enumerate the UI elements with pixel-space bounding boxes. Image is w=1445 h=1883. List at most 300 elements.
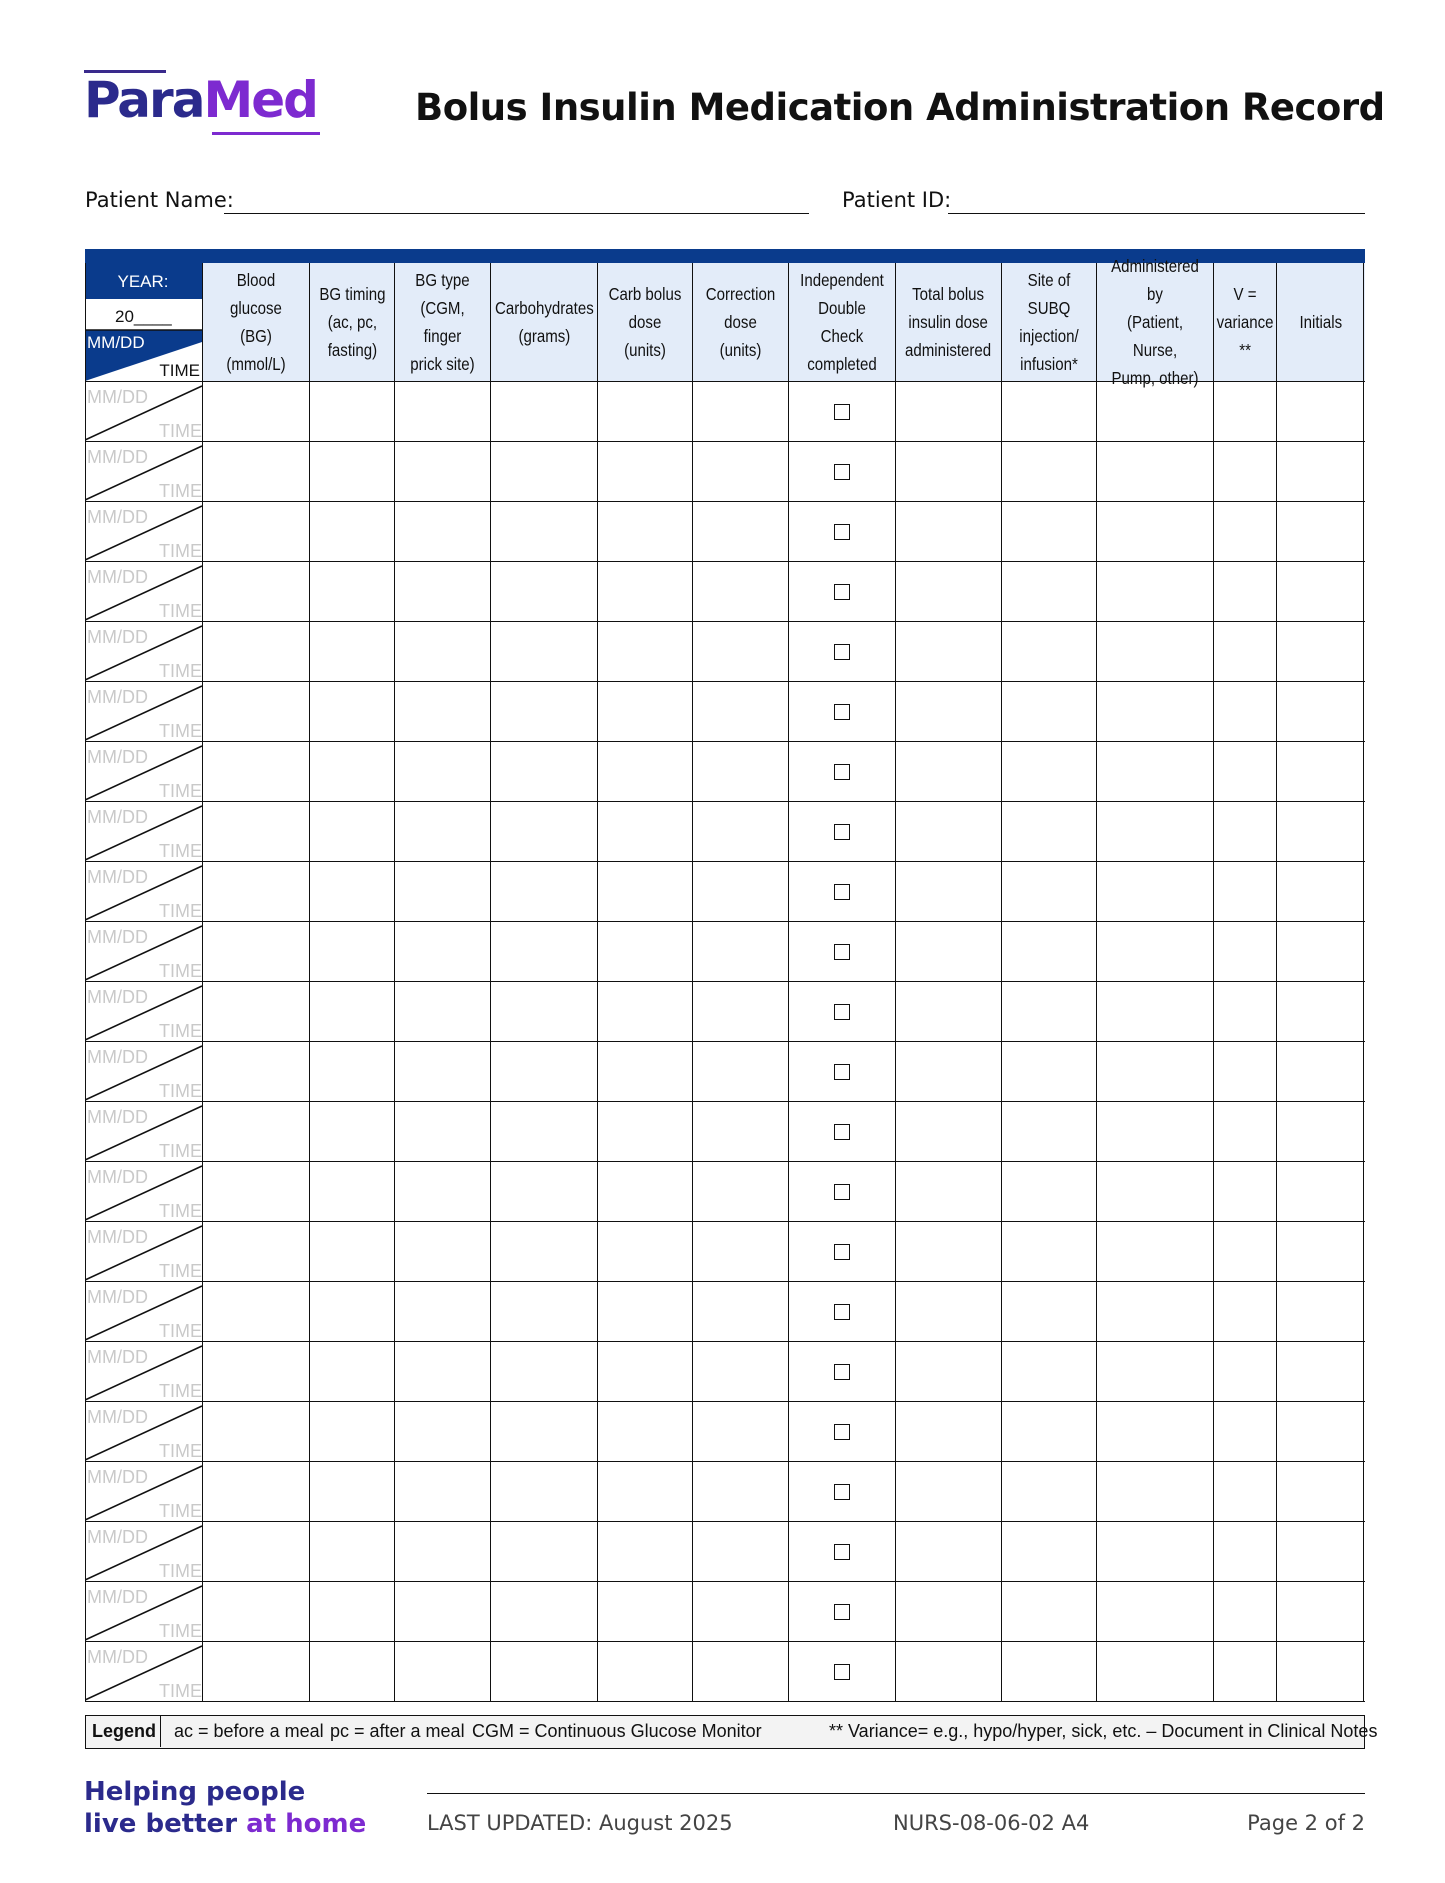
row-date-time-cell[interactable] bbox=[85, 502, 202, 562]
entry-cell[interactable] bbox=[1276, 862, 1365, 922]
entry-cell[interactable] bbox=[895, 1162, 1001, 1222]
entry-cell[interactable] bbox=[202, 982, 309, 1042]
row-date-time-cell[interactable] bbox=[85, 382, 202, 442]
entry-cell[interactable] bbox=[202, 1282, 309, 1342]
entry-cell[interactable] bbox=[1213, 1582, 1276, 1642]
entry-cell[interactable] bbox=[309, 1522, 394, 1582]
entry-cell[interactable] bbox=[1276, 1462, 1365, 1522]
entry-cell[interactable] bbox=[394, 1522, 490, 1582]
entry-cell[interactable] bbox=[1276, 1342, 1365, 1402]
entry-cell[interactable] bbox=[1213, 1462, 1276, 1522]
entry-cell[interactable] bbox=[692, 1582, 788, 1642]
entry-cell[interactable] bbox=[394, 1462, 490, 1522]
entry-cell[interactable] bbox=[202, 922, 309, 982]
entry-cell[interactable] bbox=[1096, 562, 1213, 622]
entry-cell[interactable] bbox=[895, 1462, 1001, 1522]
entry-cell[interactable] bbox=[202, 382, 309, 442]
row-date-time-cell[interactable] bbox=[85, 1222, 202, 1282]
entry-cell[interactable] bbox=[394, 862, 490, 922]
entry-cell[interactable] bbox=[309, 1642, 394, 1702]
entry-cell[interactable] bbox=[490, 1222, 597, 1282]
double-check-checkbox[interactable] bbox=[834, 884, 850, 900]
entry-cell[interactable] bbox=[1213, 1342, 1276, 1402]
entry-cell[interactable] bbox=[490, 1162, 597, 1222]
entry-cell[interactable] bbox=[394, 742, 490, 802]
entry-cell[interactable] bbox=[309, 382, 394, 442]
entry-cell[interactable] bbox=[394, 922, 490, 982]
row-mmdd-placeholder: MM/DD bbox=[87, 1527, 148, 1547]
double-check-checkbox[interactable] bbox=[834, 584, 850, 600]
entry-cell[interactable] bbox=[692, 382, 788, 442]
entry-cell[interactable] bbox=[895, 1642, 1001, 1702]
row-date-time-cell[interactable] bbox=[85, 1042, 202, 1102]
entry-cell[interactable] bbox=[692, 1342, 788, 1402]
entry-cell[interactable] bbox=[1096, 1642, 1213, 1702]
entry-cell[interactable] bbox=[1213, 922, 1276, 982]
row-date-time-cell[interactable] bbox=[85, 1582, 202, 1642]
entry-cell[interactable] bbox=[895, 802, 1001, 862]
entry-cell[interactable] bbox=[1276, 382, 1365, 442]
entry-cell[interactable] bbox=[490, 442, 597, 502]
row-date-time-cell[interactable] bbox=[85, 1522, 202, 1582]
table-row bbox=[85, 1041, 1365, 1101]
entry-cell[interactable] bbox=[394, 562, 490, 622]
entry-cell[interactable] bbox=[1096, 922, 1213, 982]
entry-cell[interactable] bbox=[394, 622, 490, 682]
entry-cell[interactable] bbox=[1001, 442, 1096, 502]
entry-cell[interactable] bbox=[597, 862, 692, 922]
entry-cell[interactable] bbox=[1276, 1402, 1365, 1462]
entry-cell[interactable] bbox=[1213, 622, 1276, 682]
entry-cell[interactable] bbox=[597, 1582, 692, 1642]
entry-cell[interactable] bbox=[692, 1162, 788, 1222]
entry-cell[interactable] bbox=[1276, 1102, 1365, 1162]
entry-cell[interactable] bbox=[309, 1102, 394, 1162]
entry-cell[interactable] bbox=[895, 1582, 1001, 1642]
entry-cell[interactable] bbox=[309, 742, 394, 802]
entry-cell[interactable] bbox=[1213, 1162, 1276, 1222]
entry-cell[interactable] bbox=[597, 502, 692, 562]
double-check-checkbox[interactable] bbox=[834, 1304, 850, 1320]
entry-cell[interactable] bbox=[202, 742, 309, 802]
entry-cell[interactable] bbox=[394, 1222, 490, 1282]
entry-cell[interactable] bbox=[1096, 982, 1213, 1042]
row-date-time-cell[interactable] bbox=[85, 1102, 202, 1162]
row-date-time-cell[interactable] bbox=[85, 982, 202, 1042]
entry-cell[interactable] bbox=[895, 742, 1001, 802]
entry-cell[interactable] bbox=[309, 1462, 394, 1522]
entry-cell[interactable] bbox=[394, 442, 490, 502]
entry-cell[interactable] bbox=[895, 622, 1001, 682]
entry-cell[interactable] bbox=[1213, 562, 1276, 622]
entry-cell[interactable] bbox=[202, 1642, 309, 1702]
entry-cell[interactable] bbox=[1001, 562, 1096, 622]
entry-cell[interactable] bbox=[692, 1402, 788, 1462]
double-check-checkbox[interactable] bbox=[834, 824, 850, 840]
entry-cell[interactable] bbox=[1001, 862, 1096, 922]
entry-cell[interactable] bbox=[202, 1102, 309, 1162]
entry-cell[interactable] bbox=[490, 922, 597, 982]
entry-cell[interactable] bbox=[597, 1162, 692, 1222]
entry-cell[interactable] bbox=[309, 442, 394, 502]
entry-cell[interactable] bbox=[1096, 442, 1213, 502]
entry-cell[interactable] bbox=[309, 1282, 394, 1342]
entry-cell[interactable] bbox=[1001, 1102, 1096, 1162]
entry-cell[interactable] bbox=[1001, 382, 1096, 442]
entry-cell[interactable] bbox=[692, 1282, 788, 1342]
entry-cell[interactable] bbox=[597, 982, 692, 1042]
entry-cell[interactable] bbox=[1213, 682, 1276, 742]
entry-cell[interactable] bbox=[202, 1342, 309, 1402]
entry-cell[interactable] bbox=[597, 1342, 692, 1402]
entry-cell[interactable] bbox=[895, 1042, 1001, 1102]
entry-cell[interactable] bbox=[1276, 1162, 1365, 1222]
entry-cell[interactable] bbox=[895, 562, 1001, 622]
entry-cell[interactable] bbox=[309, 622, 394, 682]
entry-cell[interactable] bbox=[490, 1042, 597, 1102]
entry-cell[interactable] bbox=[394, 1582, 490, 1642]
entry-cell[interactable] bbox=[692, 442, 788, 502]
row-date-time-cell[interactable] bbox=[85, 1162, 202, 1222]
entry-cell[interactable] bbox=[692, 562, 788, 622]
row-date-time-cell[interactable] bbox=[85, 1402, 202, 1462]
entry-cell[interactable] bbox=[490, 982, 597, 1042]
entry-cell[interactable] bbox=[490, 622, 597, 682]
double-check-checkbox[interactable] bbox=[834, 1184, 850, 1200]
entry-cell[interactable] bbox=[309, 1222, 394, 1282]
entry-cell[interactable] bbox=[1001, 1582, 1096, 1642]
entry-cell[interactable] bbox=[692, 1042, 788, 1102]
entry-cell[interactable] bbox=[895, 862, 1001, 922]
entry-cell[interactable] bbox=[490, 1342, 597, 1402]
entry-cell[interactable] bbox=[692, 502, 788, 562]
entry-cell[interactable] bbox=[1213, 1222, 1276, 1282]
entry-cell[interactable] bbox=[490, 1582, 597, 1642]
entry-cell[interactable] bbox=[394, 802, 490, 862]
entry-cell[interactable] bbox=[692, 1102, 788, 1162]
row-date-time-cell[interactable] bbox=[85, 922, 202, 982]
entry-cell[interactable] bbox=[1276, 742, 1365, 802]
entry-cell[interactable] bbox=[394, 982, 490, 1042]
entry-cell[interactable] bbox=[394, 1402, 490, 1462]
row-date-time-cell[interactable] bbox=[85, 562, 202, 622]
entry-cell[interactable] bbox=[597, 1522, 692, 1582]
entry-cell[interactable] bbox=[1001, 982, 1096, 1042]
entry-cell[interactable] bbox=[202, 802, 309, 862]
entry-cell[interactable] bbox=[895, 1102, 1001, 1162]
entry-cell[interactable] bbox=[202, 1582, 309, 1642]
entry-cell[interactable] bbox=[202, 682, 309, 742]
double-check-checkbox[interactable] bbox=[834, 1604, 850, 1620]
double-check-checkbox[interactable] bbox=[834, 1064, 850, 1080]
entry-cell[interactable] bbox=[1001, 1522, 1096, 1582]
entry-cell[interactable] bbox=[490, 562, 597, 622]
entry-cell[interactable] bbox=[692, 862, 788, 922]
entry-cell[interactable] bbox=[597, 1042, 692, 1102]
entry-cell[interactable] bbox=[309, 562, 394, 622]
patient-id-field[interactable] bbox=[948, 213, 1365, 214]
entry-cell[interactable] bbox=[202, 1162, 309, 1222]
double-check-checkbox[interactable] bbox=[834, 464, 850, 480]
double-check-checkbox[interactable] bbox=[834, 1124, 850, 1140]
entry-cell[interactable] bbox=[1001, 1222, 1096, 1282]
entry-cell[interactable] bbox=[490, 382, 597, 442]
entry-cell[interactable] bbox=[202, 1402, 309, 1462]
entry-cell[interactable] bbox=[597, 922, 692, 982]
entry-cell[interactable] bbox=[490, 862, 597, 922]
entry-cell[interactable] bbox=[309, 1162, 394, 1222]
entry-cell[interactable] bbox=[394, 1342, 490, 1402]
entry-cell[interactable] bbox=[597, 1642, 692, 1702]
row-mmdd-placeholder: MM/DD bbox=[87, 747, 148, 767]
entry-cell[interactable] bbox=[895, 1522, 1001, 1582]
entry-cell[interactable] bbox=[490, 1402, 597, 1462]
entry-cell[interactable] bbox=[1213, 1042, 1276, 1102]
double-check-checkbox[interactable] bbox=[834, 1364, 850, 1380]
entry-cell[interactable] bbox=[1001, 802, 1096, 862]
entry-cell[interactable] bbox=[1001, 502, 1096, 562]
entry-cell[interactable] bbox=[692, 922, 788, 982]
legend-variance: ** Variance= e.g., hypo/hyper, sick, etc. – Document in Clinical Notes bbox=[829, 1721, 1378, 1741]
column-header-label: BG type (CGM, finger prick site) bbox=[410, 270, 475, 374]
entry-cell[interactable] bbox=[202, 862, 309, 922]
entry-cell[interactable] bbox=[1276, 1522, 1365, 1582]
entry-cell[interactable] bbox=[1213, 1282, 1276, 1342]
double-check-checkbox[interactable] bbox=[834, 1664, 850, 1680]
entry-cell[interactable] bbox=[1001, 1642, 1096, 1702]
entry-cell[interactable] bbox=[1096, 802, 1213, 862]
entry-cell[interactable] bbox=[1096, 1162, 1213, 1222]
entry-cell[interactable] bbox=[895, 502, 1001, 562]
double-check-checkbox[interactable] bbox=[834, 944, 850, 960]
entry-cell[interactable] bbox=[1096, 502, 1213, 562]
year-field[interactable]: 20____ bbox=[115, 307, 172, 326]
row-date-time-cell[interactable] bbox=[85, 682, 202, 742]
table-row bbox=[85, 981, 1365, 1041]
entry-cell[interactable] bbox=[1276, 982, 1365, 1042]
entry-cell[interactable] bbox=[1276, 1582, 1365, 1642]
entry-cell[interactable] bbox=[309, 502, 394, 562]
entry-cell[interactable] bbox=[202, 502, 309, 562]
entry-cell[interactable] bbox=[490, 742, 597, 802]
entry-cell[interactable] bbox=[895, 382, 1001, 442]
entry-cell[interactable] bbox=[309, 982, 394, 1042]
entry-cell[interactable] bbox=[1001, 1342, 1096, 1402]
entry-cell[interactable] bbox=[1096, 1102, 1213, 1162]
entry-cell[interactable] bbox=[490, 1462, 597, 1522]
row-date-time-cell[interactable] bbox=[85, 802, 202, 862]
entry-cell[interactable] bbox=[1096, 1522, 1213, 1582]
entry-cell[interactable] bbox=[1001, 1162, 1096, 1222]
table-row bbox=[85, 1461, 1365, 1521]
double-check-checkbox[interactable] bbox=[834, 1004, 850, 1020]
double-check-checkbox[interactable] bbox=[834, 1244, 850, 1260]
entry-cell[interactable] bbox=[895, 1402, 1001, 1462]
entry-cell[interactable] bbox=[597, 562, 692, 622]
entry-cell[interactable] bbox=[692, 1222, 788, 1282]
entry-cell[interactable] bbox=[1096, 682, 1213, 742]
entry-cell[interactable] bbox=[692, 622, 788, 682]
entry-cell[interactable] bbox=[1276, 562, 1365, 622]
double-check-checkbox[interactable] bbox=[834, 704, 850, 720]
entry-cell[interactable] bbox=[202, 622, 309, 682]
row-date-time-cell[interactable] bbox=[85, 442, 202, 502]
entry-cell[interactable] bbox=[692, 982, 788, 1042]
table-row bbox=[85, 501, 1365, 561]
entry-cell[interactable] bbox=[1096, 1582, 1213, 1642]
entry-cell[interactable] bbox=[490, 802, 597, 862]
entry-cell[interactable] bbox=[1213, 1522, 1276, 1582]
entry-cell[interactable] bbox=[692, 802, 788, 862]
double-check-checkbox[interactable] bbox=[834, 644, 850, 660]
entry-cell[interactable] bbox=[597, 1102, 692, 1162]
row-date-time-cell[interactable] bbox=[85, 1342, 202, 1402]
entry-cell[interactable] bbox=[309, 1342, 394, 1402]
entry-cell[interactable] bbox=[1001, 1462, 1096, 1522]
entry-cell[interactable] bbox=[1001, 1042, 1096, 1102]
entry-cell[interactable] bbox=[895, 1222, 1001, 1282]
entry-cell[interactable] bbox=[309, 922, 394, 982]
entry-cell[interactable] bbox=[309, 1582, 394, 1642]
entry-cell[interactable] bbox=[202, 1462, 309, 1522]
entry-cell[interactable] bbox=[597, 802, 692, 862]
row-date-time-cell[interactable] bbox=[85, 1642, 202, 1702]
patient-name-field[interactable] bbox=[224, 213, 809, 214]
entry-cell[interactable] bbox=[1276, 1042, 1365, 1102]
entry-cell[interactable] bbox=[394, 1642, 490, 1702]
entry-cell[interactable] bbox=[1213, 1642, 1276, 1702]
entry-cell[interactable] bbox=[1096, 1222, 1213, 1282]
entry-cell[interactable] bbox=[1001, 1282, 1096, 1342]
entry-cell[interactable] bbox=[1213, 1102, 1276, 1162]
entry-cell[interactable] bbox=[692, 1522, 788, 1582]
entry-cell[interactable] bbox=[1213, 862, 1276, 922]
entry-cell[interactable] bbox=[309, 1042, 394, 1102]
double-check-checkbox[interactable] bbox=[834, 1544, 850, 1560]
entry-cell[interactable] bbox=[895, 1342, 1001, 1402]
entry-cell[interactable] bbox=[597, 1222, 692, 1282]
entry-cell[interactable] bbox=[490, 682, 597, 742]
entry-cell[interactable] bbox=[202, 442, 309, 502]
entry-cell[interactable] bbox=[1001, 622, 1096, 682]
entry-cell[interactable] bbox=[1213, 1402, 1276, 1462]
entry-cell[interactable] bbox=[1213, 742, 1276, 802]
entry-cell[interactable] bbox=[1096, 622, 1213, 682]
entry-cell[interactable] bbox=[895, 982, 1001, 1042]
entry-cell[interactable] bbox=[1276, 442, 1365, 502]
entry-cell[interactable] bbox=[1276, 682, 1365, 742]
entry-cell[interactable] bbox=[1096, 1282, 1213, 1342]
entry-cell[interactable] bbox=[490, 1642, 597, 1702]
double-check-checkbox[interactable] bbox=[834, 524, 850, 540]
column-divider bbox=[788, 263, 789, 1701]
row-date-time-cell[interactable] bbox=[85, 1282, 202, 1342]
row-date-time-cell[interactable] bbox=[85, 1462, 202, 1522]
entry-cell[interactable] bbox=[309, 862, 394, 922]
entry-cell[interactable] bbox=[490, 1522, 597, 1582]
row-date-time-cell[interactable] bbox=[85, 742, 202, 802]
double-check-checkbox[interactable] bbox=[834, 404, 850, 420]
entry-cell[interactable] bbox=[1096, 862, 1213, 922]
entry-cell[interactable] bbox=[597, 622, 692, 682]
entry-cell[interactable] bbox=[394, 502, 490, 562]
table-corner-cell bbox=[85, 263, 202, 381]
entry-cell[interactable] bbox=[1096, 382, 1213, 442]
entry-cell[interactable] bbox=[202, 562, 309, 622]
entry-cell[interactable] bbox=[1276, 502, 1365, 562]
row-time-placeholder: TIME bbox=[159, 541, 202, 561]
entry-cell[interactable] bbox=[309, 682, 394, 742]
entry-cell[interactable] bbox=[1213, 502, 1276, 562]
entry-cell[interactable] bbox=[1096, 1042, 1213, 1102]
entry-cell[interactable] bbox=[309, 1402, 394, 1462]
entry-cell[interactable] bbox=[895, 442, 1001, 502]
entry-cell[interactable] bbox=[1001, 1402, 1096, 1462]
entry-cell[interactable] bbox=[1096, 742, 1213, 802]
entry-cell[interactable] bbox=[1213, 802, 1276, 862]
entry-cell[interactable] bbox=[1276, 1642, 1365, 1702]
entry-cell[interactable] bbox=[1001, 742, 1096, 802]
entry-cell[interactable] bbox=[692, 1642, 788, 1702]
double-check-checkbox[interactable] bbox=[834, 764, 850, 780]
entry-cell[interactable] bbox=[1276, 802, 1365, 862]
entry-cell[interactable] bbox=[692, 1462, 788, 1522]
entry-cell[interactable] bbox=[895, 682, 1001, 742]
entry-cell[interactable] bbox=[490, 502, 597, 562]
double-check-checkbox[interactable] bbox=[834, 1484, 850, 1500]
double-check-checkbox[interactable] bbox=[834, 1424, 850, 1440]
entry-cell[interactable] bbox=[1001, 922, 1096, 982]
entry-cell[interactable] bbox=[692, 742, 788, 802]
entry-cell[interactable] bbox=[394, 382, 490, 442]
entry-cell[interactable] bbox=[202, 1042, 309, 1102]
entry-cell[interactable] bbox=[394, 1162, 490, 1222]
entry-cell[interactable] bbox=[309, 802, 394, 862]
entry-cell[interactable] bbox=[895, 922, 1001, 982]
entry-cell[interactable] bbox=[597, 682, 692, 742]
entry-cell[interactable] bbox=[1096, 1462, 1213, 1522]
entry-cell[interactable] bbox=[692, 682, 788, 742]
entry-cell[interactable] bbox=[1096, 1342, 1213, 1402]
entry-cell[interactable] bbox=[394, 1042, 490, 1102]
row-date-time-cell[interactable] bbox=[85, 862, 202, 922]
entry-cell[interactable] bbox=[394, 682, 490, 742]
entry-cell[interactable] bbox=[597, 1402, 692, 1462]
entry-cell[interactable] bbox=[1276, 622, 1365, 682]
entry-cell[interactable] bbox=[1096, 1402, 1213, 1462]
entry-cell[interactable] bbox=[597, 382, 692, 442]
entry-cell[interactable] bbox=[895, 1282, 1001, 1342]
entry-cell[interactable] bbox=[202, 1222, 309, 1282]
entry-cell[interactable] bbox=[490, 1102, 597, 1162]
entry-cell[interactable] bbox=[490, 1282, 597, 1342]
entry-cell[interactable] bbox=[1276, 1282, 1365, 1342]
entry-cell[interactable] bbox=[394, 1282, 490, 1342]
entry-cell[interactable] bbox=[1001, 682, 1096, 742]
entry-cell[interactable] bbox=[1276, 922, 1365, 982]
entry-cell[interactable] bbox=[597, 442, 692, 502]
entry-cell[interactable] bbox=[1276, 1222, 1365, 1282]
entry-cell[interactable] bbox=[394, 1102, 490, 1162]
entry-cell[interactable] bbox=[597, 742, 692, 802]
entry-cell[interactable] bbox=[1213, 442, 1276, 502]
entry-cell[interactable] bbox=[597, 1462, 692, 1522]
row-date-time-cell[interactable] bbox=[85, 622, 202, 682]
entry-cell[interactable] bbox=[597, 1282, 692, 1342]
entry-cell[interactable] bbox=[1213, 382, 1276, 442]
entry-cell[interactable] bbox=[1213, 982, 1276, 1042]
entry-cell[interactable] bbox=[202, 1522, 309, 1582]
